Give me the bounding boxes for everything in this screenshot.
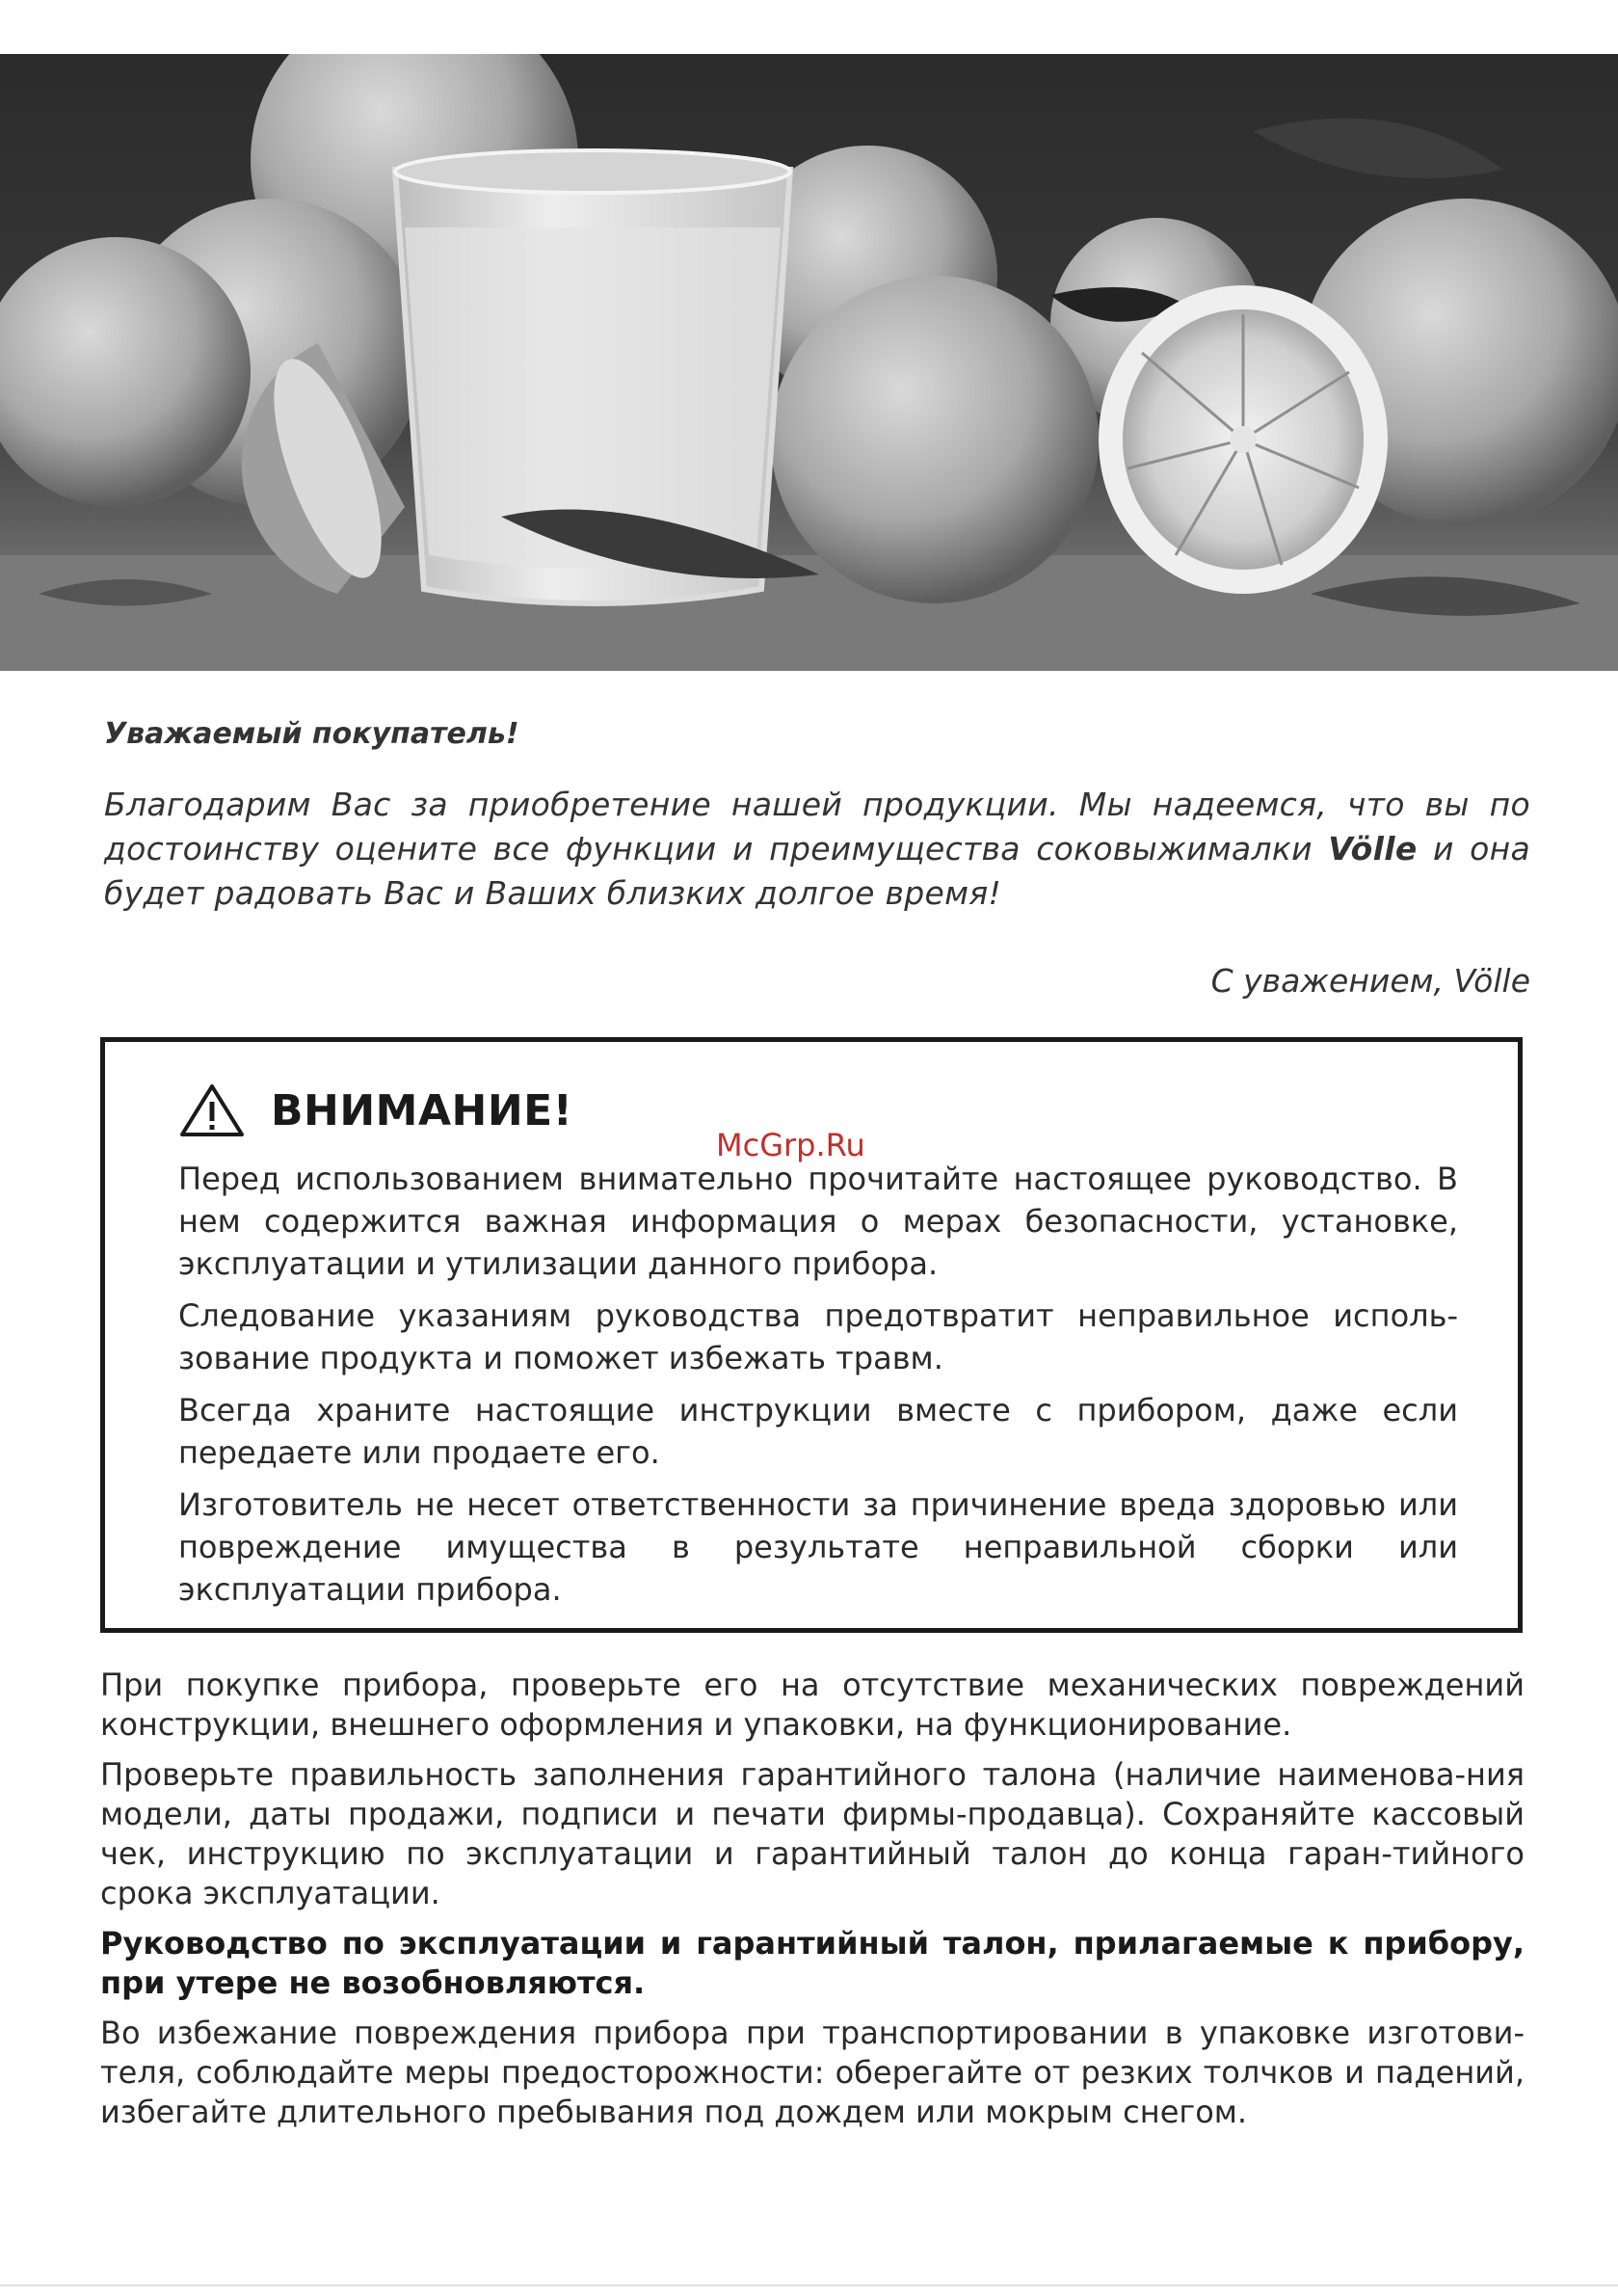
oranges-juice-illustration: [0, 54, 1618, 671]
watermark-text: McGrp.Ru: [716, 1127, 865, 1163]
warning-paragraph: Следование указаниям руководства предотвратит неправильное исполь-зование продукта и поможет избежать травм.: [178, 1297, 1458, 1376]
warning-header: [178, 1082, 572, 1138]
warning-triangle-icon: [178, 1082, 246, 1138]
warning-title: ВНИМАНИЕ!: [271, 1085, 573, 1135]
page-bottom-divider: [0, 2284, 1618, 2286]
hero-photo-oranges-juice: [0, 54, 1618, 671]
warning-paragraph: Перед использованием внимательно прочитайте настоящее руководство. В нем содержится важная информация о мерах безопасности, установке, эксплуатации и утилизации данного прибора.: [178, 1161, 1458, 1282]
body-paragraphs: [100, 1666, 1525, 2143]
greeting-heading: Уважаемый покупатель!: [104, 717, 519, 751]
body-paragraph-transport: Во избежание повреждения прибора при транспортировании в упаковке изготови-теля, соблюдайте меры предосторожности: оберегайте от резких толчков и падений, избегайте длительного пребывания под дождем или мокрым снегом.: [100, 2015, 1525, 2130]
warning-box: [100, 1037, 1523, 1633]
brand-name: Völle: [1328, 830, 1418, 868]
intro-text-start: Благодарим Вас за приобретение нашей продукции. Мы надеемся, что вы по достоинству оцените все функции и преимущества соковыжималки: [104, 786, 1530, 868]
warning-paragraphs: [178, 1158, 1458, 1620]
intro-text-end: и она будет радовать Вас и Ваших близких долгое время!: [104, 830, 1530, 912]
intro-paragraph: [104, 783, 1530, 916]
warning-paragraph: Всегда храните настоящие инструкции вместе с прибором, даже если передаете или продаете его.: [178, 1392, 1458, 1471]
body-paragraph-not-renewed: Руководство по эксплуатации и гарантийный талон, прилагаемые к прибору, при утере не возобновляются.: [100, 1925, 1525, 2001]
signature: С уважением, Völle: [1210, 962, 1530, 1000]
warning-paragraph: Изготовитель не несет ответственности за причинение вреда здоровью или повреждение имущества в результате неправильной сборки или эксплуатации прибора.: [178, 1486, 1458, 1608]
body-paragraph-inspection: При покупке прибора, проверьте его на отсутствие механических повреждений конструкции, внешнего оформления и упаковки, на функционирование.: [100, 1667, 1525, 1743]
body-paragraph-warranty: Проверьте правильность заполнения гарантийного талона (наличие наименова-ния модели, даты продажи, подписи и печати фирмы-продавца). Сохраняйте кассовый чек, инструкцию по эксплуатации и гарантийный талон до конца гаран-тийного срока эксплуатации.: [100, 1756, 1525, 1911]
